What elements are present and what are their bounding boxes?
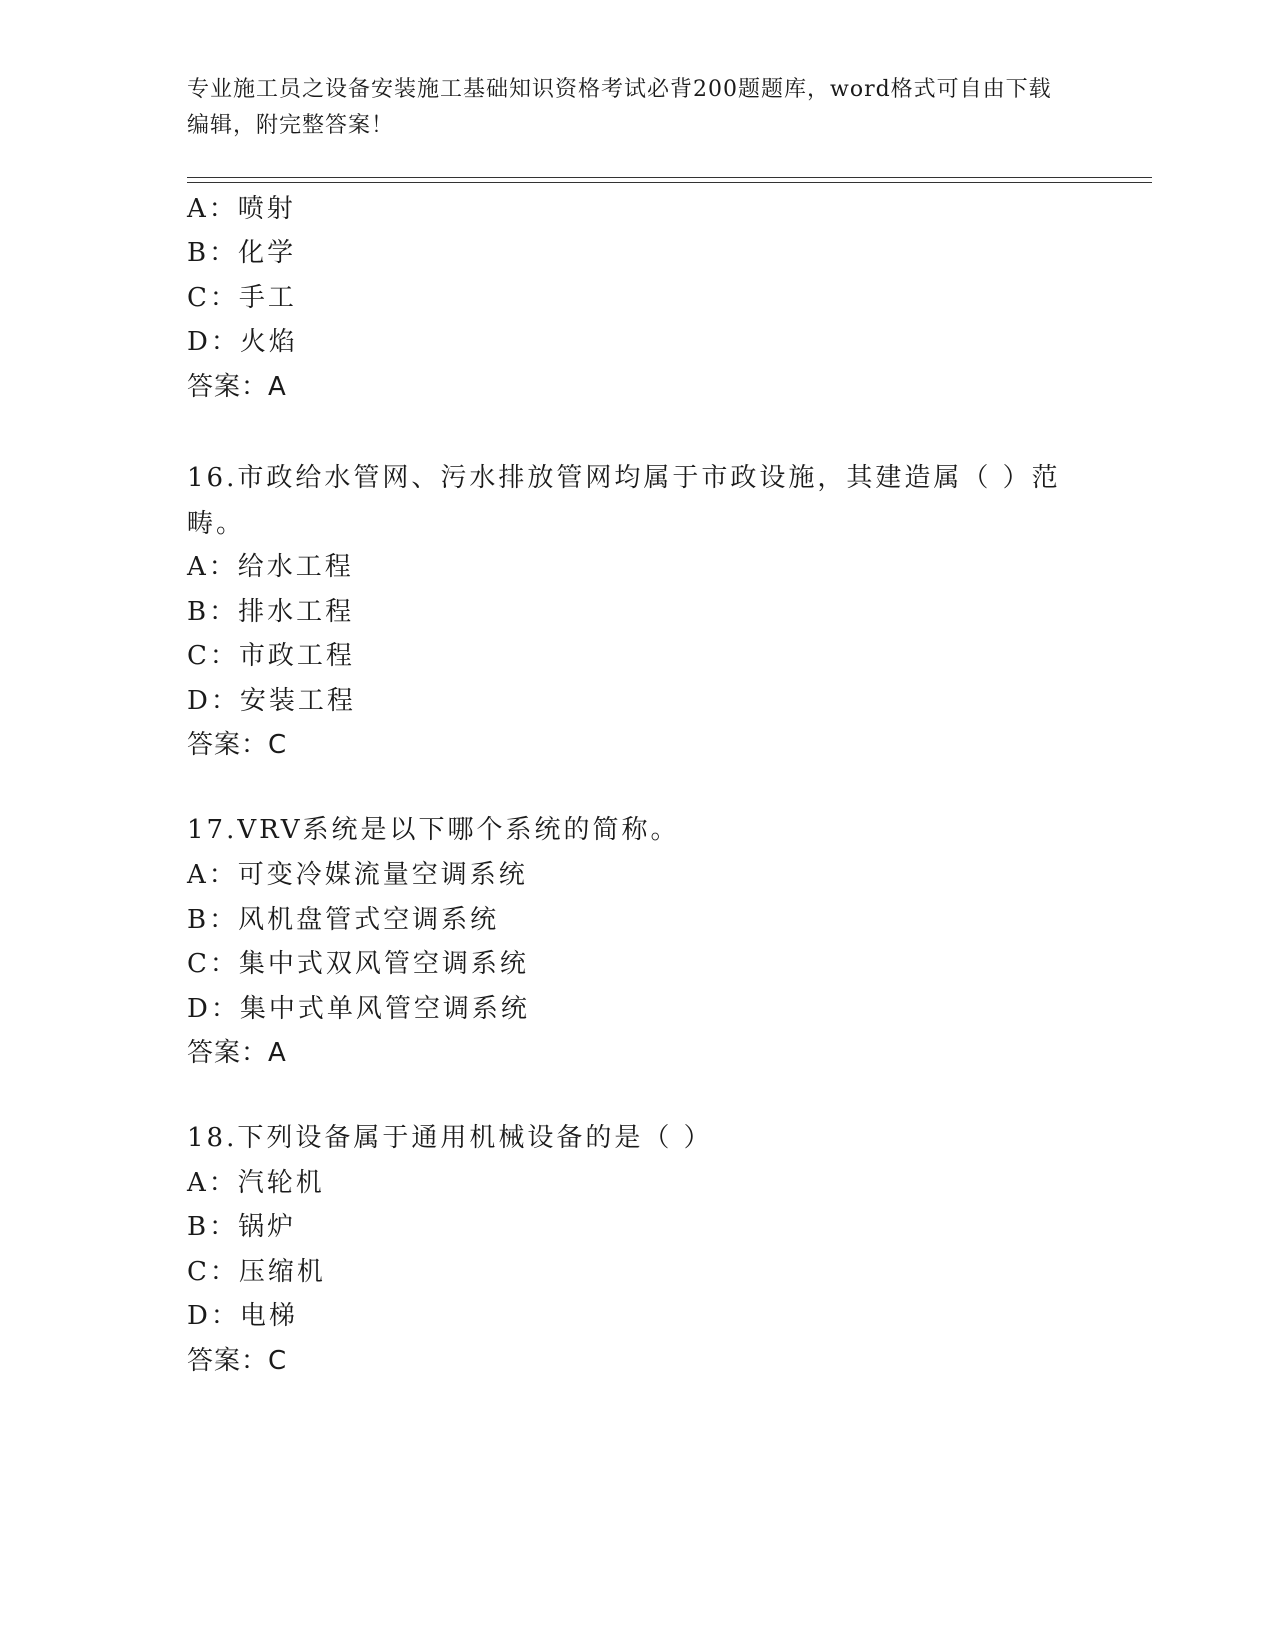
- q15-option-c: C：手工: [187, 283, 297, 313]
- q16-text: 16.市政给水管网、污水排放管网均属于市政设施，其建造属（ ）范畴。: [187, 463, 1061, 539]
- document-header: 专业施工员之设备安装施工基础知识资格考试必背200题题库，word格式可自由下载编辑，附完整答案！: [187, 77, 1052, 138]
- q15-option-d: D：火焰: [187, 327, 298, 357]
- q18-option-d: D：电梯: [187, 1301, 298, 1331]
- q18-option-b: B：锅炉: [187, 1212, 297, 1242]
- q17-text: 17.VRV系统是以下哪个系统的简称。: [187, 815, 680, 845]
- q18-option-a: A：汽轮机: [187, 1168, 325, 1198]
- q17-answer: 答案：A: [187, 1038, 287, 1068]
- q18-answer: 答案：C: [187, 1346, 288, 1376]
- q18-text: 18.下列设备属于通用机械设备的是（ ）: [187, 1123, 713, 1153]
- q17-option-b: B：风机盘管式空调系统: [187, 905, 500, 935]
- q16-option-d: D：安装工程: [187, 686, 356, 716]
- q16-option-c: C：市政工程: [187, 641, 355, 671]
- q17-option-a: A：可变冷媒流量空调系统: [187, 860, 528, 890]
- q17-option-c: C：集中式双风管空调系统: [187, 949, 529, 979]
- q17-option-d: D：集中式单风管空调系统: [187, 994, 530, 1024]
- q15-answer: 答案：A: [187, 372, 287, 402]
- q16-option-b: B：排水工程: [187, 597, 355, 627]
- header-rule-top: [187, 177, 1152, 178]
- q16-option-a: A：给水工程: [187, 552, 354, 582]
- q16-answer: 答案：C: [187, 730, 288, 760]
- q15-option-b: B：化学: [187, 238, 297, 268]
- q15-option-a: A：喷射: [187, 194, 296, 224]
- q18-option-c: C：压缩机: [187, 1257, 326, 1287]
- header-rule-bottom: [187, 182, 1152, 183]
